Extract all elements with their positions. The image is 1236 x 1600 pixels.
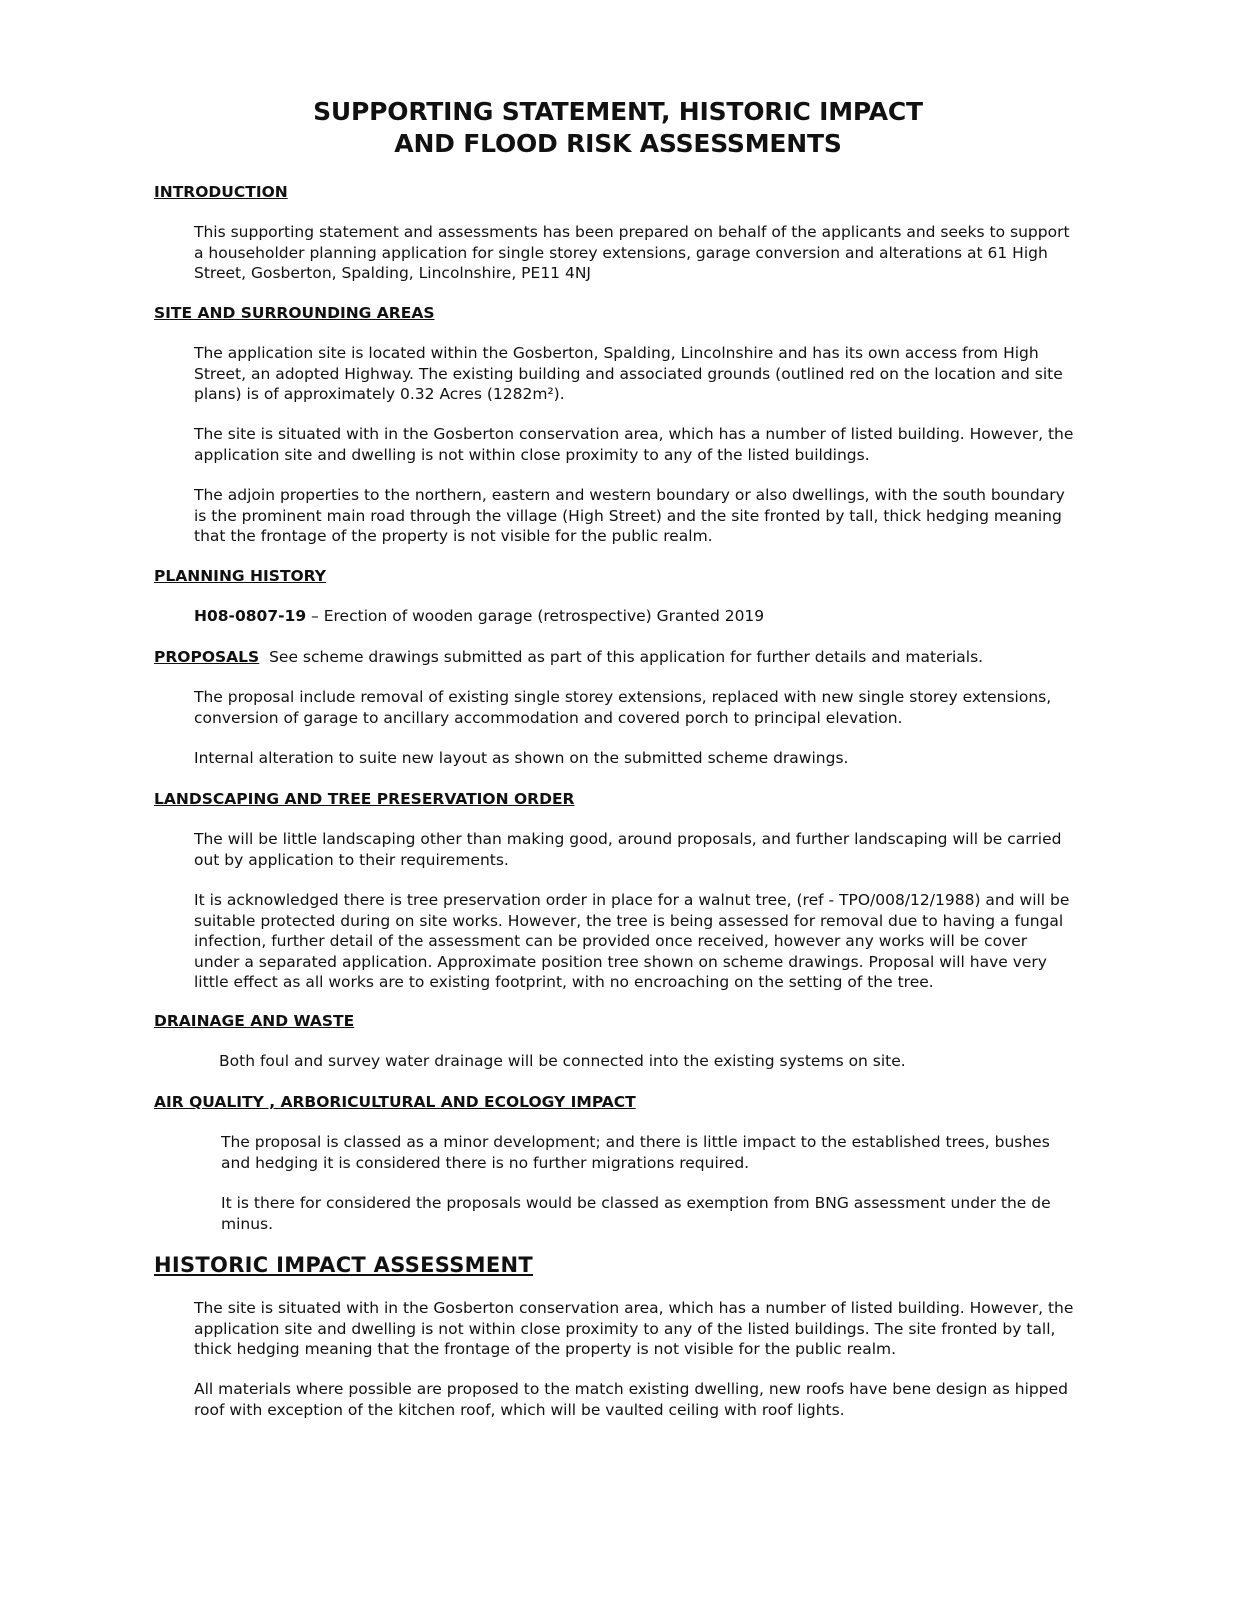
historic-paragraph-1: The site is situated with in the Gosberton conservation area, which has a number of listed building. However, the application site and dwelling is not within close proximity to any of the listed buildings. The site fronted by tall, thick hedging meaning that the frontage of the property is not visible for the public realm. xyxy=(194,1299,1074,1358)
document-title-line-2: AND FLOOD RISK ASSESSMENTS xyxy=(394,129,842,158)
document-title-line-1: SUPPORTING STATEMENT, HISTORIC IMPACT xyxy=(313,97,923,126)
planning-history-entry xyxy=(194,606,1074,627)
proposals-line xyxy=(154,647,1074,668)
proposals-paragraph-2: Internal alteration to suite new layout as shown on the submitted scheme drawings. xyxy=(194,749,849,767)
landscaping-paragraph-1: The will be little landscaping other than making good, around proposals, and further landscaping will be carried out by application to their requirements. xyxy=(194,830,1062,869)
planning-reference: H08-0807-19 xyxy=(194,607,307,625)
historic-paragraph-2: All materials where possible are proposed to the match existing dwelling, new roofs have bene design as hipped roof with exception of the kitchen roof, which will be vaulted ceiling with roof lights. xyxy=(194,1380,1068,1419)
historic-impact-heading: HISTORIC IMPACT ASSESSMENT xyxy=(154,1253,534,1277)
introduction-paragraph: This supporting statement and assessments has been prepared on behalf of the applicants and seeks to support a householder planning application for single storey extensions, garage conversion and alterations at 61 High Street, Gosberton, Spalding, Lincolnshire, PE11 4NJ xyxy=(194,223,1070,282)
introduction-heading: INTRODUCTION xyxy=(154,183,288,201)
landscaping-heading: LANDSCAPING AND TREE PRESERVATION ORDER xyxy=(154,790,575,808)
site-paragraph-3: The adjoin properties to the northern, eastern and western boundary or also dwellings, with the south boundary is the prominent main road through the village (High Street) and the site fronted by tall, thick hedging meaning that the frontage of the property is not visible for the public realm. xyxy=(194,486,1065,545)
site-paragraph-1: The application site is located within the Gosberton, Spalding, Lincolnshire and has its own access from High Street, an adopted Highway. The existing building and associated grounds (outlined red on the location and site plans) is of approximately 0.32 Acres (1282m²). xyxy=(194,344,1063,403)
site-heading: SITE AND SURROUNDING AREAS xyxy=(154,304,435,322)
drainage-heading: DRAINAGE AND WASTE xyxy=(154,1012,355,1030)
drainage-paragraph: Both foul and survey water drainage will be connected into the existing systems on site. xyxy=(219,1052,906,1070)
proposals-intro: See scheme drawings submitted as part of this application for further details and materials. xyxy=(269,648,984,666)
air-quality-paragraph-1: The proposal is classed as a minor development; and there is little impact to the established trees, bushes and hedging it is considered there is no further migrations required. xyxy=(221,1133,1050,1172)
proposals-paragraph-1: The proposal include removal of existing single storey extensions, replaced with new single storey extensions, conversion of garage to ancillary accommodation and covered porch to principal elevation. xyxy=(194,688,1052,727)
planning-history-text: – Erection of wooden garage (retrospective) Granted 2019 xyxy=(306,607,765,625)
site-paragraph-2: The site is situated with in the Gosberton conservation area, which has a number of listed building. However, the application site and dwelling is not within close proximity to any of the listed buildings. xyxy=(194,425,1074,464)
landscaping-paragraph-2: It is acknowledged there is tree preservation order in place for a walnut tree, (ref - TPO/008/12/1988) and will be suitable protected during on site works. However, the tree is being assessed for removal due to having a fungal infection, further detail of the assessment can be provided once received, however any works will be cover under a separated application. Approximate position tree shown on scheme drawings. Proposal will have very little effect as all works are to existing footprint, with no encroaching on the setting of the tree. xyxy=(194,891,1070,991)
air-quality-heading: AIR QUALITY , ARBORICULTURAL AND ECOLOGY IMPACT xyxy=(154,1093,636,1111)
proposals-heading: PROPOSALS xyxy=(154,648,260,666)
air-quality-paragraph-2: It is there for considered the proposals would be classed as exemption from BNG assessment under the de minus. xyxy=(221,1194,1051,1233)
planning-history-heading: PLANNING HISTORY xyxy=(154,567,326,585)
